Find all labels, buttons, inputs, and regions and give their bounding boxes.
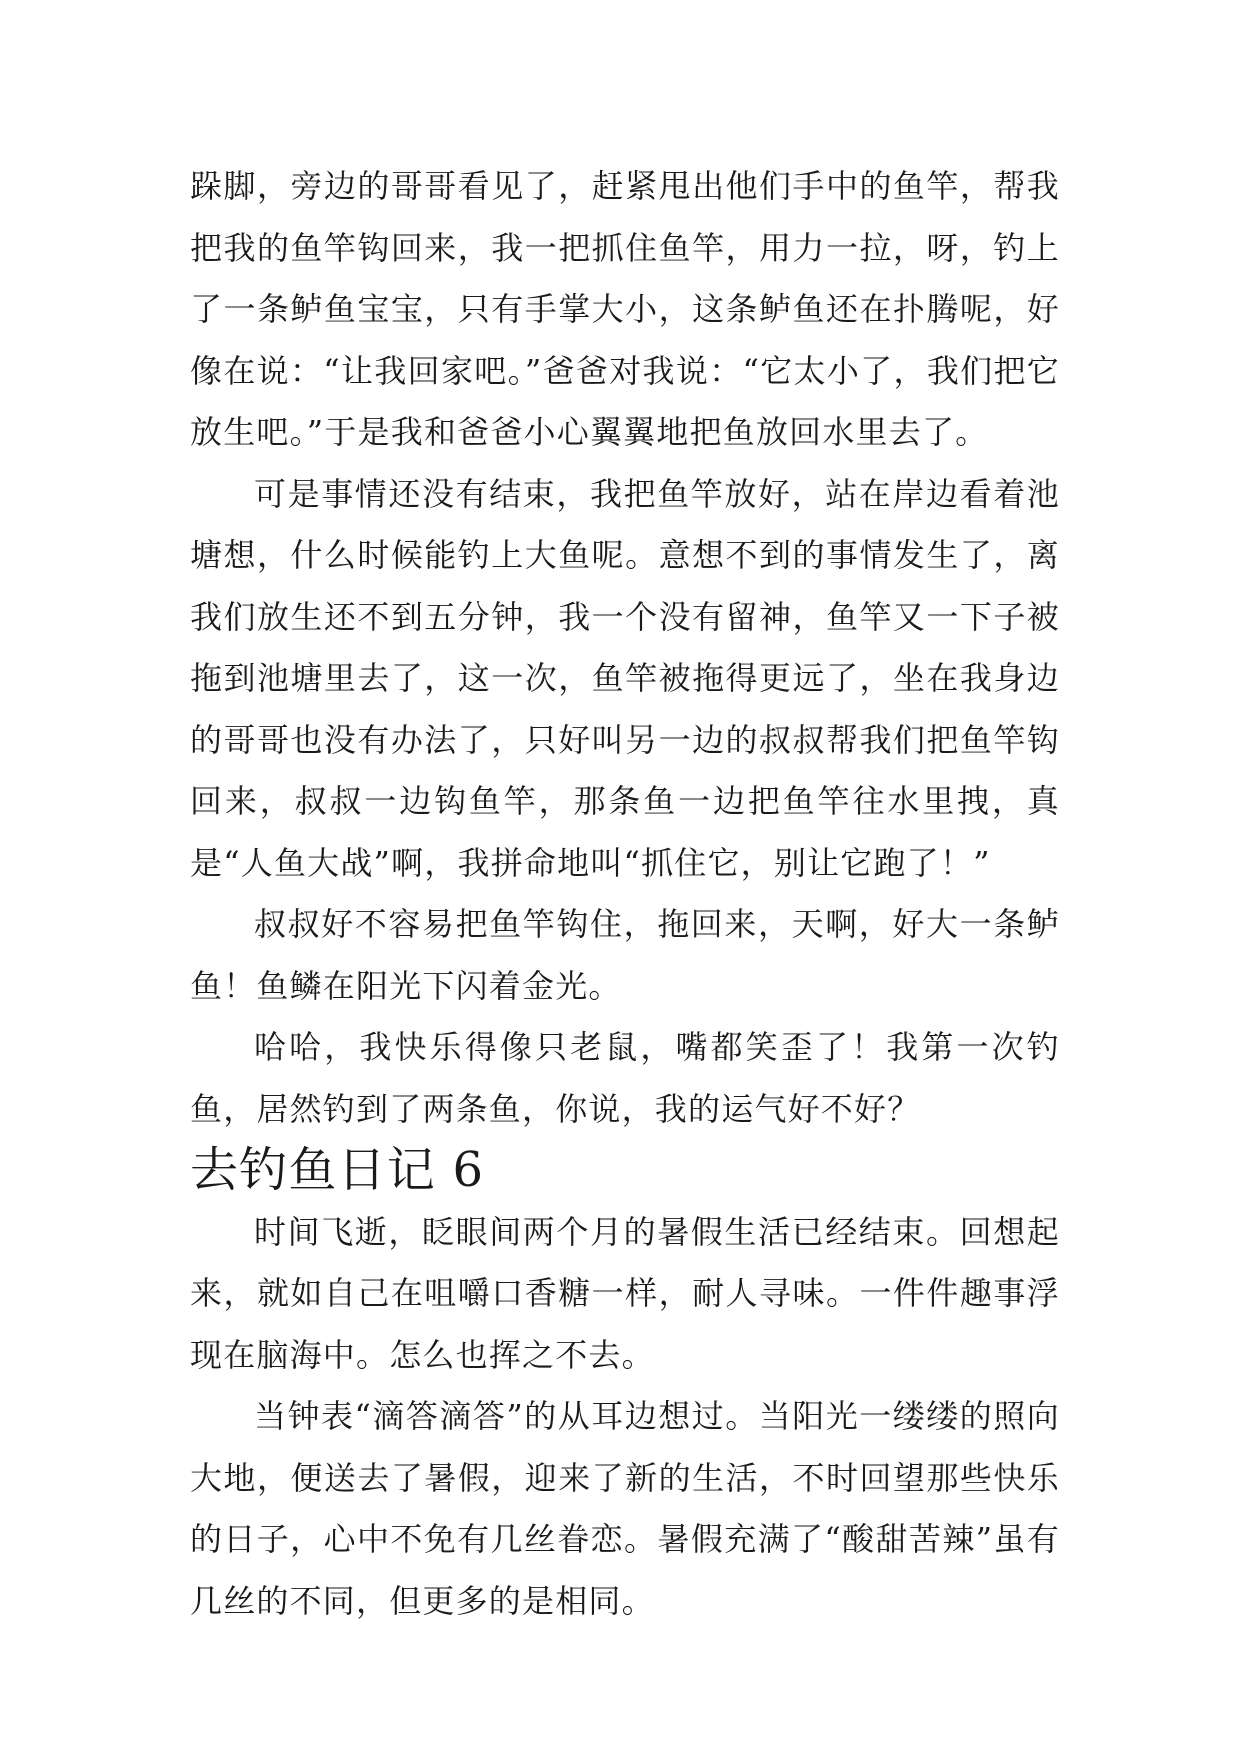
paragraph: 当钟表“滴答滴答”的从耳边想过。当阳光一缕缕的照向大地，便送去了暑假，迎来了新的生活，不时回望那些快乐的日子，心中不免有几丝眷恋。暑假充满了“酸甜苦辣”虽有几丝的不同，但更多的是相同。 bbox=[190, 1397, 1060, 1620]
section-title: 去钓鱼日记 6 bbox=[190, 1142, 485, 1198]
document-body bbox=[190, 156, 1060, 1632]
paragraph: 叔叔好不容易把鱼竿钩住，拖回来，天啊，好大一条鲈鱼！鱼鳞在阳光下闪着金光。 bbox=[190, 905, 1060, 1005]
paragraph: 可是事情还没有结束，我把鱼竿放好，站在岸边看着池塘想，什么时候能钓上大鱼呢。意想不到的事情发生了，离我们放生还不到五分钟，我一个没有留神，鱼竿又一下子被拖到池塘里去了，这一次，鱼竿被拖得更远了，坐在我身边的哥哥也没有办法了，只好叫另一边的叔叔帮我们把鱼竿钩回来，叔叔一边钩鱼竿，那条鱼一边把鱼竿往水里拽，真是“人鱼大战”啊，我拼命地叫“抓住它，别让它跑了！” bbox=[190, 474, 1060, 882]
paragraph-continuation: 跺脚，旁边的哥哥看见了，赶紧甩出他们手中的鱼竿，帮我把我的鱼竿钩回来，我一把抓住鱼竿，用力一拉，呀，钓上了一条鲈鱼宝宝，只有手掌大小，这条鲈鱼还在扑腾呢，好像在说：“让我回家吧。”爸爸对我说：“它太小了，我们把它放生吧。”于是我和爸爸小心翼翼地把鱼放回水里去了。 bbox=[190, 167, 1060, 451]
paragraph: 时间飞逝，眨眼间两个月的暑假生活已经结束。回想起来，就如自己在咀嚼口香糖一样，耐人寻味。一件件趣事浮现在脑海中。怎么也挥之不去。 bbox=[190, 1212, 1060, 1374]
paragraph: 哈哈，我快乐得像只老鼠，嘴都笑歪了！我第一次钓鱼，居然钓到了两条鱼，你说，我的运气好不好？ bbox=[190, 1028, 1060, 1128]
